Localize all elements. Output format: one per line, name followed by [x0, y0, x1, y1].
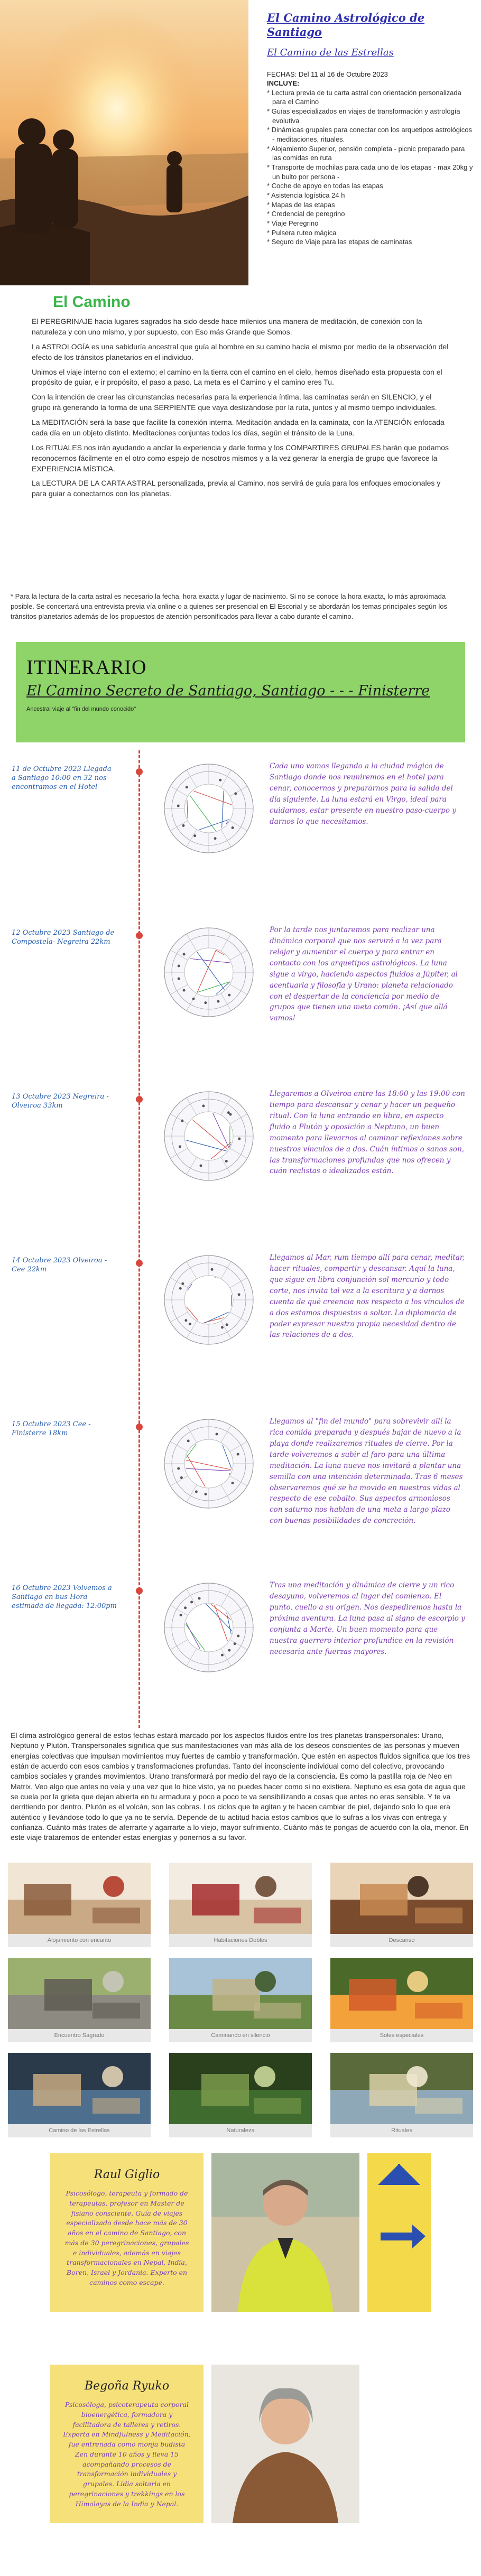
itinerary-day — [0, 750, 481, 909]
itinerary-subtitle: El Camino Secreto de Santiago, Santiago - - - Finisterre — [26, 683, 430, 699]
hero-includes-label: INCLUYE: — [267, 79, 300, 88]
day-date: 13 Octubre 2023 Negreira - Olveiroa 33km — [12, 1093, 109, 1110]
guide-bio: Psicosólogo, terapeuta y formado de terapeutas, profesor en Master de fisiano consciente. Guía de viajes especializado desde hace más de 30 años en el camino de Santiago, con más de 30 peregrinaciones, grupales e individuales, además en viajes transformacionales en Nepal, India, Boren, Israel y Jordania. Experto en caminos como escape. — [64, 2189, 189, 2286]
gallery-caption: Caminando en silencio — [169, 2029, 312, 2042]
include-item: * Alojamiento Superior, pensión completa - picnic preparado para las comidas en ruta — [267, 144, 465, 162]
include-item: * Credencial de peregrino — [267, 210, 345, 218]
gallery-photo-stone — [8, 1958, 151, 2029]
itinerary-title: ITINERARIO — [26, 656, 147, 678]
itinerary-day — [0, 1242, 481, 1400]
gallery-photo-beach — [8, 2053, 151, 2124]
gallery-photo-forest — [169, 2053, 312, 2124]
camino-shell-arrow-icon — [367, 2153, 431, 2312]
gallery-photo-room2 — [169, 1863, 312, 1934]
camino-paragraph: Con la intención de crear las circunstancias necesarias para la experiencia íntima, las caminatas serán en SILENCIO, y el grupo irá generando la forma de una SERPIENTE que vaya deslizándose por la ruta, juntos y al mismo tiempo individuales. — [32, 393, 437, 412]
gallery-caption: Soles especiales — [330, 2029, 473, 2042]
gallery-caption: Rituales — [330, 2124, 473, 2137]
hero-section — [0, 0, 481, 285]
itinerary-day — [0, 1078, 481, 1236]
guide-name: Raul Giglio — [94, 2168, 160, 2181]
hero-photo-sunset-pilgrims — [0, 0, 248, 285]
include-item: * Mapas de las etapas — [267, 200, 335, 209]
day-description: Tras una meditación y dinámica de cierre y un rico desayuno, volveremos al lugar del comienzo. El punto, cuello a su origen. Nos despediremos hasta la próxima aventura. La luna pasa al signo de escorpio y conjunta a Marte. Un buen momento para que nuestra guerrero interior profundice en la revisión necesaria ante fuerzas mayores. — [270, 1581, 465, 1656]
astrology-chart-icon — [161, 1252, 256, 1347]
include-item: * Pulsera ruteo mágica — [267, 228, 337, 237]
timeline-dot — [136, 1424, 143, 1430]
gallery-item[interactable] — [330, 1863, 473, 1947]
astrology-chart-icon — [161, 1580, 256, 1675]
itinerary-day — [0, 914, 481, 1073]
gallery-photo-path — [169, 1958, 312, 2029]
gallery-item[interactable] — [330, 2053, 473, 2137]
guide-profile — [50, 2153, 431, 2312]
timeline-dot — [136, 1260, 143, 1267]
day-description: Llegamos al Mar, rum tiempo allí para cenar, meditar, hacer rituales, compartir y descansar. Aquí la luna, que sigue en libra conjunción sol mercurio y todo corte, nos invita tal vez a la escritura y a darnos cuenta de qué creencia nos respecto a los vínculos de a dos estamos dispuestos a soltar. La diplomacia de poder expresar nuestra propia necesidad dentro de las relaciones de a dos. — [270, 1253, 465, 1340]
camino-section — [32, 293, 449, 504]
astral-chart-note: * Para la lectura de la carta astral es necesario la fecha, hora exacta y lugar de nacimiento. Si no se conoce la hora exacta, lo más aproximada posible. Se concertará una entrevista previa vía online o a quienes ser presencial en El Escorial y se abordarán los temas principales según los tránsitos planetarios además de los propuestos de atención personificados para llevar a cabo durante el camino. — [11, 592, 447, 620]
camino-paragraph: La MEDITACIÓN será la base que facilite la conexión interna. Meditación andada en la caminata, con la ATENCIÓN enfocada cada día en un objeto distinto. Meditaciones conjuntas todos los días, según el tránsito de la Luna. — [32, 418, 445, 437]
itinerary-tagline: Ancestral viaje al "fin del mundo conocido" — [26, 705, 136, 712]
hero-includes-list — [267, 88, 473, 247]
itinerary-banner — [16, 642, 465, 742]
include-item: * Coche de apoyo en todas las etapas — [267, 182, 383, 190]
gallery-item[interactable] — [330, 1958, 473, 2042]
astrology-chart-icon — [161, 925, 256, 1020]
include-item: * Dinámicas grupales para conectar con los arquetipos astrológicos - meditaciones, rituales. — [267, 126, 473, 144]
guide-name: Begoña Ryuko — [84, 2379, 170, 2393]
guide-decor-strip — [367, 2365, 431, 2523]
astrological-climate-text: El clima astrológico general de estos fechas estará marcado por los aspectos fluidos entre los tres planetas transpersonales: Urano, Neptuno y Plutón. Transpersonales significa que sus manifestaciones van más allá de los deseos conscientes de las personas y mueven energías colectivas que impulsan movimientos muy fuertes de cambio y transformación. Que estén en aspectos fluidos significa que los tres están de acuerdo con esos cambios y transformaciones profundas. Tanto del inconsciente individual como del colectivo, provocando cambios sociales y grandes movimientos. Urano transformará por medio del rayo de la consciencia. Es como la pastilla roja de Neo en Matrix. Veo algo que antes no veía y una vez que lo hice visto, ya no puedes hacer como si no existiera. Neptuno es esa gota de agua que se cuela por la grieta que dejan abierta en tu armadura y poco a poco te va sensibilizando a cosas que antes no eras sensible. Y te va derritiendo por dentro. Plutón es el volcán, son las cobras. Los ciclos que te agitan y te hacen cambiar de piel, dejando solo lo que era auténtico y llevándose todo lo que ya no te servía. Depende de tu actitud hacia estos cambios que lo sufras a los vivas con entrega y confianza. Cuánto más trates de aferrarte y agarrarte a lo viejo, mayor sufrimiento. Cuánto más te pongas de acuerdo con la ola, menor. En este viaje trataremos de entender estas energías y ponernos a su favor. — [11, 1731, 470, 1842]
day-description: Llegamos al "fin del mundo" para sobrevivir allí la rica comida preparada y después bajar de nuevo a la playa donde realizaremos rituales de cierre. Por la tarde volveremos a subir al faro para una última meditación. La luna nueva nos invitará a plantar una semilla con una intención determinada. Tras 6 meses observaremos qué se ha movido en nuestras vidas al respecto de ese cobalto. Sus aspectos armoniosos con saturno nos hablan de una meta a largo plazo con buenas posibilidades de concreción. — [270, 1417, 463, 1526]
day-description: Por la tarde nos juntaremos para realizar una dinámica corporal que nos servirá a la vez para relajar y aumentar el cuerpo y para entrar en contacto con los arquetipos astrológicos. La luna sigue a virgo, haciendo aspectos fluidos a Júpiter, al acentuarla y filosofía y Urano: planeta relacionado con el despertar de la conciencia por medio de grupos que tienen una meta común. ¡Así que allá vamos! — [270, 926, 458, 1023]
include-item: * Seguro de Viaje para las etapas de caminatas — [267, 238, 412, 246]
include-item: * Asistencia logística 24 h — [267, 191, 345, 200]
camino-paragraph: La ASTROLOGÍA es una sabiduría ancestral que guía al hombre en su camino hacia el mismo por medio de la observación del efecto de los tránsitos planetarios en el individuo. — [32, 342, 449, 361]
timeline-dot — [136, 932, 143, 939]
guide-bio: Psicosóloga, psicoterapeuta corporal bioenergética, formadora y facilitadora de talleres y retiros. Experta en Mindfulness y Meditación, fue entrenada como monja budista Zen durante 10 años y lleva 15 acompañando procesos de transformación individuales y grupales. Lidia soltaria en peregrinaciones y trekkings en los Himalayas de la India y Nepal. — [63, 2401, 191, 2508]
gallery-caption: Encuentro Sagrado — [8, 2029, 151, 2042]
include-item: * Viaje Peregrino — [267, 219, 319, 228]
gallery-caption: Camino de las Estrellas — [8, 2124, 151, 2137]
gallery-item[interactable] — [169, 1863, 312, 1947]
camino-paragraph: El PEREGRINAJE hacia lugares sagrados ha sido desde hace milenios una manera de meditación, de conexión con la naturaleza y con uno mismo, y por supuesto, con Eso más Grande que Somos. — [32, 317, 422, 336]
camino-paragraph: Unimos el viaje interno con el externo; el camino en la tierra con el camino en el cielo, hemos diseñado esta propuesta con el propósito de guiar, e ir propósito, el paso a paso. La meta es el Camino y el camino eres Tu. — [32, 367, 442, 387]
hero-dates: FECHAS: Del 11 al 16 de Octubre 2023 — [267, 70, 388, 78]
astrology-chart-icon — [161, 1416, 256, 1511]
timeline-dot — [136, 1587, 143, 1594]
itinerary-day — [0, 1569, 481, 1728]
day-date: 11 de Octubre 2023 Llegada a Santiago 10:00 en 32 nos encontramos en el Hotel — [12, 765, 112, 791]
gallery-photo-ritual — [330, 2053, 473, 2124]
gallery-item[interactable] — [8, 1863, 151, 1947]
include-item: * Transporte de mochilas para cada uno de los etapas - max 20kg y un bulto por persona - — [267, 163, 473, 181]
gallery-caption: Habitaciones Dobles — [169, 1934, 312, 1947]
day-description: Cada uno vamos llegando a la ciudad mágica de Santiago donde nos reuniremos en el hotel para cenar, conocernos y prepararnos para la salida del día siguiente. La luna estará en Virgo, ideal para cuidarnos, estar presente en nuestro paso-cuerpo y darnos lo que necesitamos. — [270, 762, 456, 826]
hero-info — [267, 11, 473, 247]
hero-title: El Camino Astrológico de Santiago — [267, 11, 425, 39]
hero-subtitle: El Camino de las Estrellas — [267, 47, 394, 58]
day-description: Llegaremos a Olveiroa entre las 18:00 y las 19:00 con tiempo para descansar y cenar y hacer un pequeño ritual. Con la luna entrando en libra, en aspecto fluido a Plutón y oposición a Neptuno, un buen momento para llevarnos al caminar reflexiones sobre nuestros vínculos de a dos. Cuán íntimos o sanos son, las transformaciones profundas que nos ofrecen y cuán realistas o idealizados están. — [270, 1090, 465, 1176]
timeline-dot — [136, 1096, 143, 1103]
guide-photo — [211, 2365, 359, 2523]
day-date: 12 Octubre 2023 Santiago de Compostela- Negreira 22km — [12, 929, 115, 946]
camino-paragraph: Los RITUALES nos irán ayudando a anclar la experiencia y darle forma y los COMPARTIRES GRUPALES harán que podamos reconocernos fácilmente en el otro como espejo de nosotros mismos y a la vez generar la energía de grupo que favorece la EXPERIENCIA MÍSTICA. — [32, 443, 449, 473]
day-date: 15 Octubre 2023 Cee - Finisterre 18km — [12, 1420, 91, 1437]
guide-card — [50, 2365, 204, 2523]
gallery-caption: Alojamiento con encanto — [8, 1934, 151, 1947]
gallery-photo-sun — [330, 1958, 473, 2029]
guide-card — [50, 2153, 204, 2312]
itinerary-day — [0, 1406, 481, 1564]
timeline-dot — [136, 768, 143, 775]
guide-photo — [211, 2153, 359, 2312]
gallery-item[interactable] — [169, 2053, 312, 2137]
gallery-caption: Naturaleza — [169, 2124, 312, 2137]
gallery-item[interactable] — [8, 2053, 151, 2137]
include-item: * Lectura previa de tu carta astral con orientación personalizada para el Camino — [267, 88, 461, 106]
include-item: * Guías especializados en viajes de transformación y astrología evolutiva — [267, 107, 460, 125]
gallery-caption: Descanso — [330, 1934, 473, 1947]
astrology-chart-icon — [161, 1089, 256, 1184]
gallery-photo-room — [8, 1863, 151, 1934]
camino-paragraph: La LECTURA DE LA CARTA ASTRAL personalizada, previa al Camino, nos servirá de guía para los enfoques emocionales y para guiar a conectarnos con los planetas. — [32, 479, 441, 498]
guide-profile — [50, 2365, 431, 2523]
gallery-item[interactable] — [169, 1958, 312, 2042]
day-date: 14 Octubre 2023 Olveiroa - Cee 22km — [12, 1257, 107, 1273]
camino-heading: El Camino — [53, 293, 131, 311]
itinerary-timeline — [0, 750, 481, 1728]
gallery-item[interactable] — [8, 1958, 151, 2042]
gallery-photo-lounge — [330, 1863, 473, 1934]
astrology-chart-icon — [161, 761, 256, 856]
day-date: 16 Octubre 2023 Volvemos a Santiago en bus Hora estimada de llegada: 12:00pm — [12, 1584, 117, 1610]
